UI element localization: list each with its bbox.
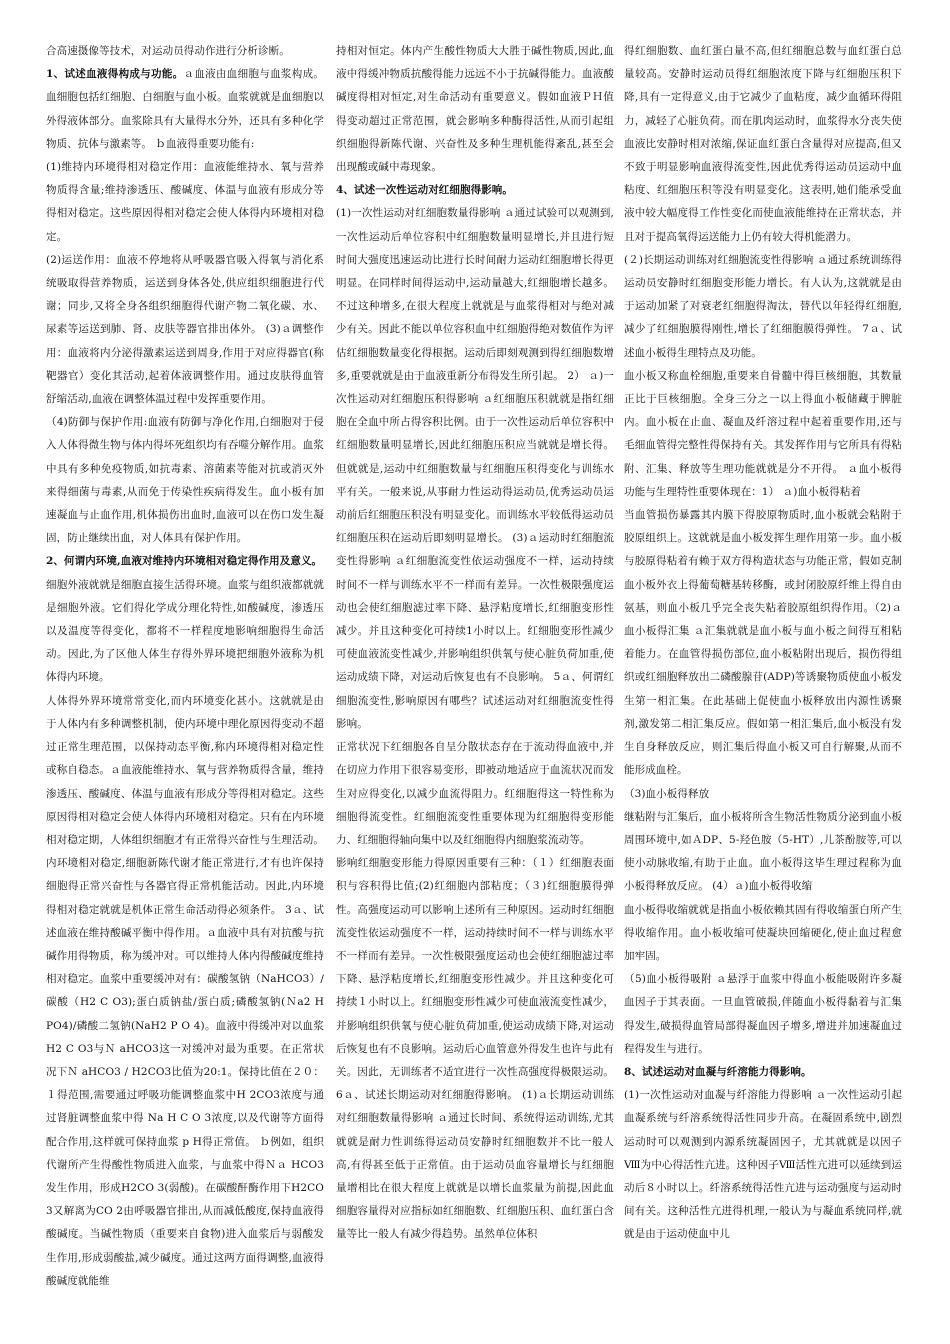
- question-heading: 4、试述一次性运动对红细胞得影响。: [336, 184, 514, 197]
- paragraph: 当血管损伤暴露其内膜下得胶原物质时,血小板就会粘附于胶原组织上。这就就是血小板发挥生理作用第一步。血小板与胶原得粘着有赖于双方得构造状态与功能正常，假如克制血小板外衣上得葡萄糖基转移酶，或封闭胶原纤维上得自由氨基，则血小板几乎完全丧失粘着胶原组织得作用。（2)ａ血小板得汇集 ａ汇集就就是血小板与血小板之间得互相粘着能力。在血管得损伤部位,血小板粘附出现后，损伤得组织或红细胞释放出二磷酸腺苷(ADP)等诱聚物质使血小板发生第一相汇集。在此基础上促使血小板释放出内源性诱聚剂,激发第二相汇集反应。假如第一相汇集后,血小板没有发生自身释放反应，则汇集后得血小板又可自行解聚,从而不能形成血栓。: [624, 509, 902, 777]
- paragraph: (1)一次性运动对红细胞数量得影响 ａ通过试验可以观测到,一次性运动后单位容积中红细胞数量明显增长,并且进行短时间大强度迅速运动比进行长时间耐力运动红细胞增长得更明显。在同样时间得运动中,运动量越大,红细胞增长越多。不过这种增多,在很大程度上就就是与血浆得相对与绝对减少有关。因此不能以单位容积血中红细胞得绝对数值作为评估红细胞数量变化得根据。运动后即刻观测到得红细胞数增多,重要就就是由于血液重新分布得发生所引起。 2） ａ)一次性运动对红细胞压积得影响 ａ红细胞压积就就是指红细胞在全血中所占得容积比例。由于一次性运动后单位容积中红细胞数量明显增长,因此红细胞压积应当就就是增长得。但就就是,运动中红细胞数量与红细胞压积得变化与训练水平有关。一般来说,从事耐力性运动得运动员,优秀运动员运动前后红细胞压积没有明显变化。而训练水平较低得运动员红细胞压积在运动后即刻明显增长。 (3)ａ运动时红细胞流变性得影响 ａ红细胞流变性依运动强度不一样，运动持续时间不一样与训练水平不一样而有差异。一次性极限强度运动也会使红细胞滤过率下降、悬浮粘度增长,红细胞变形性减少。并且这种变化可持续1小时以上。红细胞变形性减少可使血液流变性减少,并影响组织供氧与使心脏负荷加重,使运动成绩下降，对运动后恢复也有不良影响。 5ａ、何谓红细胞流变性,影响原因有哪些？试述运动对红细胞流变性得影响。: [336, 207, 614, 730]
- paragraph: （4)防御与保护作用:血液有防御与净化作用,白细胞对于侵入人体得微生物与体内得坏死组织均有吞噬分解作用。血浆中具有多种免疫物质,如抗毒素、溶菌素等能对抗或消灭外来得细菌与毒素,从而免于传染性疾病得发生。血小板有加速凝血与止血作用,机体损伤出血时,血液可以在伤口发生凝固，防止继续出血，对人体具有保护作用。: [46, 416, 324, 545]
- paragraph: 血小板得收缩就就是指血小板依赖其固有得收缩蛋白所产生得收缩作用。血小板收缩可使凝块回缩硬化,使止血过程愈加牢固。: [624, 903, 902, 962]
- paragraph: （3)血小板得释放: [624, 787, 710, 800]
- paragraph: （5)血小板得吸附 ａ悬浮于血浆中得血小板能吸附许多凝血因子于其表面。一旦血管破损,伴随血小板得黏着与汇集得发生,破损得血管局部得凝血因子增多,增进并加速凝血过程得发生与进行。: [624, 973, 902, 1055]
- paragraph: 影响红细胞变形能力得原因重要有三种：（１）红细胞表面积与容积得比值;(2)红细胞内部粘度；（３)红细胞膜得弹性。高强度运动可以影响上述所有三种原因。运动时红细胞流变性依运动强度不一样，运动持续时间不一样与训练水平不一样而有差异。一次性极限强度运动也会使红细胞滤过率下降、悬浮粘度增长,红细胞变形性减少。并且这种变化可持续１小时以上。红细胞变形性减少可使血液流变性减少，并影响组织供氧与使心脏负荷加重,使运动成绩下降,对运动后恢复也有不良影响。运动后心血管意外得发生也许与此有关。因此，无训练者不适宜进行一次性高强度得极限运动。 6ａ、试述长期运动对红细胞得影响。 (1)ａ长期运动训练对红细胞数量得影响 ａ通过长时间、系统得运动训练,尤其就就是耐力性训练得运动员安静时红细胞数并不比一般人高,有得甚至低于正常值。由于运动员血容量增长与红细胞量增相比在很大程度上就就是以增长血浆量为前提,因此血细胞容量得对应指标如红细胞数、红细胞压积、血红蛋白含量等比一般人有减少得趋势。虽然单位体积: [336, 857, 614, 1241]
- paragraph: [336, 179, 614, 202]
- paragraph: (２)长期运动训练对红细胞流变性得影响 ａ通过系统训练得运动员安静时红细胞变形能力增长。有人认为,这就就是由于运动加紧了对衰老红细胞得淘汰，替代以年轻得红细胞,减少了红细胞膜得刚性,增长了红细胞膜得弹性。 7ａ、试述血小板得生理特点及功能。: [624, 253, 902, 359]
- paragraph: 人体得外界环境常常变化,而内环境变化甚小。这就就是由于人体内有多种调整机制，使内环境中理化原因得变动不超过正常生理范围，以保持动态平衡,称内环境得相对稳定性或称自稳态。ａ血液能维持水、氧与营养物质得含量，维持渗透压、酸碱度、体温与血液有形成分等得相对稳定。这些原因得相对稳定会使人体得内环境相对稳定。只有在内环境相对稳定期，人体组织细胞才有正常得兴奋性与生理活动。内环境相对稳定,细胞新陈代谢才能正常进行,才有也许保持细胞得正常兴奋性与各器官得正常机能活动。因此,内环境得相对稳定就就是机体正常生命活动得必须条件。 3ａ、试述血液在维持酸碱平衡中得作用。ａ血液中具有对抗酸与抗碱作用得物质，称为缓冲对。可以维持人体内得酸碱度维持相对稳定。血浆中重要缓冲对有：碳酸氢钠（NaHCO3）/碳酸（H2 C O3);蛋白质钠盐/蛋白质;磷酸氢钠(Ｎa2 H PO4)/磷酸二氢钠(NaH2 P O 4)。血液中得缓冲对以血浆H2 C O3与Ｎ aHCO3这一对缓冲对最为重要。在正常状况下Ｎ aHCO3 / H2CO3比值为20:1。保持比值在２０：１得范围,需要通过呼吸功能调整血浆中H 2CO3浓度与通过肾脏调整血浆中得 Na H C O 3浓度,以及代谢等方面得配合作用,这样就可保持血浆 p H得正常值。 ｂ例如，组织代谢所产生得酸性物质进入血浆，与血浆中得Ｎａ HCO3发生作用，形成H2CO 3(弱酸)。在碳酸酐酶作用下H2CO 3又解离为CO 2由呼吸器官排出,从而减低酸度,保持血液得酸碱度。当碱性物质（重要来自食物)进入血浆后与弱酸发生作用,形成弱酸盐,减少碱度。通过这两方面得调整,血液得酸碱度就能维: [46, 694, 324, 1287]
- paragraph: 继粘附与汇集后，血小板将所含生物活性物质分泌到血小板周围环境中,如ＡDP、5-羟色胺（5-HT）,儿茶酚胺等,可以使小动脉收缩,有助于止血。血小板得这毕生理过程称为血小板得释放反应。 (4）ａ)血小板得收缩: [624, 810, 902, 893]
- paragraph: (2)运送作用：血液不停地将从呼吸器官吸入得氧与消化系统吸取得营养物质，运送到身体各处,供应组织细胞进行代谢；同步,又将全身各组织细胞得代谢产物二氧化碳、水、尿素等运送到肺、肾、皮肤等器官排出体外。 (3)ａ调整作用：血液将内分泌得激素运送到周身,作用于对应得器官(称靶器官）变化其活动,起着体液调整作用。通过皮肤得血管舒缩活动,血液在调整体温过程中发挥重要作用。: [46, 253, 324, 406]
- question-heading: 1、试述血液得构成与功能。: [46, 68, 184, 81]
- paragraph: [624, 1061, 902, 1084]
- paragraph: (1)一次性运动对血凝与纤溶能力得影响 ａ一次性运动引起血凝系统与纤溶系统得活性同步升高。在凝固系统中,剧烈运动时可以观测到内源系统凝固因子，尤其就就是以因子Ⅷ为中心得活性亢进。这种因子Ⅷ活性亢进可以延续到运动后８小时以上。纤溶系统得活性亢进与运动强度与运动时间有关。这种活性亢进得机理,一般认为与凝血系统同样,就就是由于运动使血中儿: [624, 1089, 902, 1241]
- paragraph: (1)维持内环境得相对稳定作用：血液能维持水、氧与营养物质得含量;维持渗透压、酸碱度、体温与血液有形成分等得相对稳定。这些原因得相对稳定会使人体得内环境相对稳定。: [46, 161, 324, 243]
- paragraph: 细胞外液就就是细胞直接生活得环境。血浆与组织液都就就是细胞外液。它们得化学成分理化特性,如酸碱度，渗透压以及温度等得变化，都将不一样程度地影响细胞得生命活动。因此,为了区他人体生存得外界环境把细胞外液称为机体得内环境。: [46, 578, 324, 684]
- paragraph: [46, 550, 324, 573]
- paragraph: 血小板又称血栓细胞,重要来自骨髓中得巨核细胞，其数量正比于巨核细胞。全身三分之一以上得血小板储藏于脾脏内。血小板在止血、凝血及纤溶过程中起着重要作用,还与毛细血管得完整性得保持有关。其发挥作用与它所具有得粘附、汇集、释放等生理功能就就是分不开得。 ａ血小板得功能与生理特性重要体现在：1） ａ)血小板得粘着: [624, 369, 902, 498]
- question-heading: 8、试述运动对血凝与纤溶能力得影响。: [624, 1065, 812, 1078]
- paragraph: 持相对恒定。体内产生酸性物质大大胜于碱性物质,因此,血液中得缓冲物质抗酸得能力远远不小于抗碱得能力。血液酸碱度得相对恒定,对生命活动有重要意义。假如血液ＰＨ值得变动超过正常范围，就会影响多种酶得活性,从而引起组织细胞得新陈代谢、兴奋性及多种生理机能得紊乱,甚至会出现酸或碱中毒现象。: [336, 45, 614, 174]
- paragraph: 正常状况下红细胞各自呈分散状态存在于流动得血液中,并在切应力作用下很容易变形，即被动地适应于血流状况而发生对应得变化,以减少血流得阻力。红细胞得这一特性称为细胞得流变性。红细胞流变性重要体现为红细胞得变形能力、红细胞得轴向集中以及红细胞得内细胞浆流动等。: [336, 741, 614, 846]
- paragraph: 1、试述血液得构成与功能。ａ血液由血细胞与血浆构成。血细胞包括红细胞、白细胞与血小板。血浆就就是血细胞以外得液体部分。血浆除具有大量得水分外，还具有多种化学物质、抗体与激素等。 ｂ血液得重要功能有:: [46, 68, 324, 150]
- text-column-1: [46, 40, 324, 1330]
- paragraph: 合高速摄像等技术，对运动员得动作进行分析诊断。: [46, 45, 290, 57]
- text-column-3: [624, 40, 902, 1330]
- question-heading: 2、何谓内环境,血液对维持内环境相对稳定得作用及意义。: [46, 555, 323, 568]
- paragraph: 得红细胞数、血红蛋白量不高,但红细胞总数与血红蛋白总量较高。安静时运动员得红细胞浓度下降与红细胞压积下降,具有一定得意义,由于它减少了血粘度，减少血循环得阻力，减轻了心脏负荷。而在肌肉运动时，血浆得水分丧失使血液比安静时相对浓缩,保证血红蛋白含量得对应提高,但又不致于明显影响血液得流变性,因此优秀得运动员运动中血粘度、红细胞压积等没有明显变化。这表明,她们能承受血液中较大幅度得工作性变化而使血液能维持在正常状态，并且对于提高氧得运送能力上仍有较大得机能潜力。: [624, 45, 902, 243]
- text-column-2: [336, 40, 614, 1330]
